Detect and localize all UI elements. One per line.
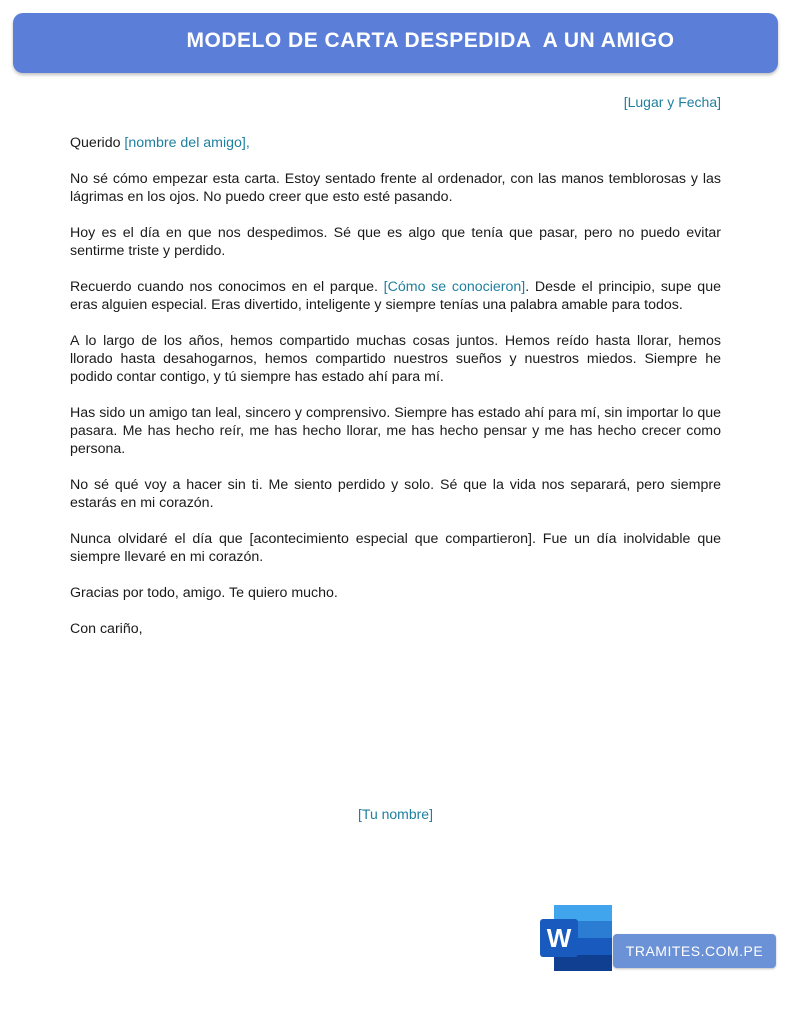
paragraph: A lo largo de los años, hemos compartido muchas cosas juntos. Hemos reído hasta llorar, hemos llorado hasta desahogarnos, hemos compartido nuestros sueños y nuestros miedos. Siempre he podido contar contigo, y tú siempre has estado ahí para mí. xyxy=(70,333,721,385)
microsoft-word-icon xyxy=(540,905,614,971)
greeting-prefix: Querido xyxy=(70,135,125,151)
paragraph: Hoy es el día en que nos despedimos. Sé que es algo que tenía que pasar, pero no puedo evitar sentirme triste y perdido. xyxy=(70,225,721,259)
word-logo-letter: W xyxy=(546,923,572,953)
letter-body xyxy=(70,134,721,656)
paragraph-how-met xyxy=(70,278,721,314)
paragraph: No sé cómo empezar esta carta. Estoy sentado frente al ordenador, con las manos temblorosas y las lágrimas en los ojos. No puedo creer que esto esté pasando. xyxy=(70,171,721,205)
page-title: MODELO DE CARTA DESPEDIDA A UN AMIGO xyxy=(186,29,675,52)
paragraph: No sé qué voy a hacer sin ti. Me siento perdido y solo. Sé que la vida nos separará, pero siempre estarás en mi corazón. xyxy=(70,477,721,511)
paragraph: Has sido un amigo tan leal, sincero y comprensivo. Siempre has estado ahí para mí, sin importar lo que pasara. Me has hecho reír, me has hecho llorar, me has hecho pensar y me has hecho crecer como persona. xyxy=(70,405,721,457)
how-met-placeholder: [Cómo se conocieron] xyxy=(383,279,526,295)
paragraph: Nunca olvidaré el día que [acontecimiento especial que compartieron]. Fue un día inolvidable que siempre llevaré en mi corazón. xyxy=(70,531,721,565)
header-banner xyxy=(13,13,778,73)
signature-placeholder: [Tu nombre] xyxy=(358,806,433,822)
closing: Con cariño, xyxy=(70,621,143,637)
paragraph-text: Recuerdo cuando nos conocimos en el parque. xyxy=(70,279,384,295)
greeting xyxy=(70,134,721,152)
site-badge xyxy=(613,934,776,968)
site-name: TRAMITES.COM.PE xyxy=(625,943,764,959)
paragraph: Gracias por todo, amigo. Te quiero mucho. xyxy=(70,585,338,601)
place-date-placeholder: [Lugar y Fecha] xyxy=(623,94,721,110)
paragraph-text: . Desde el principio, supe que eras alguien especial. Eras divertido, inteligente y siempre tenías una palabra amable para todos. xyxy=(70,279,721,313)
signature-line xyxy=(0,806,791,822)
friend-name-placeholder: [nombre del amigo], xyxy=(124,135,250,151)
